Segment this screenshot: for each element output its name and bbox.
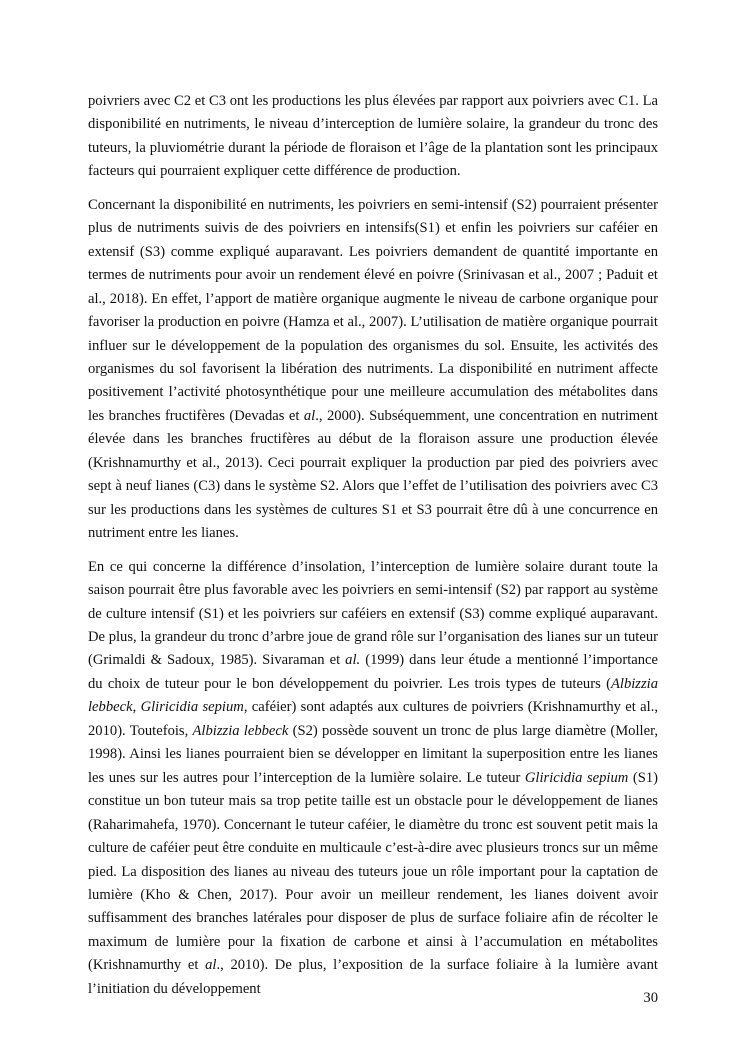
text-run: ., 2000). Subséquemment, une concentration en nutriment élevée dans les branches fructifères au début de la floraison assure une production élevée (Krishnamurthy et al., 2013). Ceci pourrait expliquer la production par pied des poivriers avec sept à neuf lianes (C3) dans le système S2. Alors que l’effet de l’utilisation des poivriers avec C3 sur les productions dans les systèmes de cultures S1 et S3 pourrait être dû à une concurrence en nutriment entre les lianes. bbox=[88, 407, 658, 542]
text-run: poivriers avec C2 et C3 ont les productions les plus élevées par rapport aux poivriers avec C1. La disponibilité en nutriments, le niveau d’interception de lumière solaire, la grandeur du tronc des tuteurs, la pluviométrie durant la période de floraison et l’âge de la plantation sont les principaux facteurs qui pourraient expliquer cette différence de production. bbox=[88, 93, 658, 180]
italic-text: al bbox=[303, 407, 316, 424]
text-run: Concernant la disponibilité en nutriments, les poivriers en semi-intensif (S2) pourraient présenter plus de nutriments suivis de des poivriers en intensifs(S1) et enfin les poivriers sur caféier en extensif (S3) comme expliqué auparavant. Les poivriers demandent de quantité importante en termes de nutriments pour avoir un rendement élevé en poivre (Srinivasan et al., 2007 ; Paduit et al., 2018). En effet, l’apport de matière organique augmente le niveau de carbone organique pour favoriser la production en poivre (Hamza et al., 2007). L’utilisation de matière organique pourrait influer sur le développement de la population des organismes du sol. Ensuite, les activités des organismes du sol favorisent la libération des nutriments. La disponibilité en nutriment affecte positivement l’activité photosynthétique pour une meilleure accumulation des métabolites dans les branches fructifères (Devadas et bbox=[88, 196, 658, 424]
italic-text: Albizzia lebbeck bbox=[88, 675, 658, 716]
text-run: , bbox=[132, 699, 141, 716]
text-run: (S1) constitue un bon tuteur mais sa trop petite taille est un obstacle pour le développement de lianes (Raharimahefa, 1970). Concernant le tuteur caféier, le diamètre du tronc est souvent petit mais la culture de caféier peut être conduite en multicaule c’est-à-dire avec plusieurs troncs sur un même pied. La disposition des lianes au niveau des tuteurs joue un rôle important pour la captation de lumière (Kho & Chen, 2017). Pour avoir un meilleur rendement, les lianes doivent avoir suffisamment des branches latérales pour disposer de plus de surface foliaire afin de récolter le maximum de lumière pour la fixation de carbone et ainsi à l’accumulation en métabolites (Krishnamurthy et bbox=[88, 769, 658, 974]
document-body bbox=[88, 90, 658, 1001]
italic-text: Albizzia lebbeck bbox=[192, 722, 289, 739]
paragraph-3 bbox=[88, 556, 658, 1002]
italic-text: Gliricidia sepium bbox=[140, 699, 244, 716]
text-run: ., 2010). De plus, l’exposition de la surface foliaire à la lumière avant l’initiation du développement bbox=[88, 957, 658, 997]
italic-text: al. bbox=[345, 652, 361, 669]
text-run: En ce qui concerne la différence d’insolation, l’interception de lumière solaire durant toute la saison pourrait être plus favorable avec les poivriers en semi-intensif (S2) par rapport au système de culture intensif (S1) et les poivriers sur caféiers en extensif (S3) comme expliqué auparavant. De plus, la grandeur du tronc d’arbre joue de grand rôle sur l’organisation des lianes sur un tuteur (Grimaldi & Sadoux, 1985). Sivaraman et bbox=[88, 558, 658, 669]
text-run: (1999) dans leur étude a mentionné l’importance du choix de tuteur pour le bon développement du poivrier. Les trois types de tuteurs ( bbox=[88, 652, 658, 692]
italic-text: al bbox=[205, 957, 217, 974]
italic-text: Gliricidia sepium bbox=[524, 769, 629, 786]
text-run: (S2) possède souvent un tronc de plus large diamètre (Moller, 1998). Ainsi les lianes pourraient bien se développer en limitant la superposition entre les lianes les unes sur les autres pour l’interception de la lumière solaire. Le tuteur bbox=[88, 722, 658, 786]
paragraph-1 bbox=[88, 90, 658, 184]
text-run: , caféier) sont adaptés aux cultures de poivriers (Krishnamurthy et al., 2010). Toutefois, bbox=[88, 699, 659, 739]
page-number: 30 bbox=[643, 990, 658, 1006]
paragraph-2 bbox=[88, 194, 658, 546]
